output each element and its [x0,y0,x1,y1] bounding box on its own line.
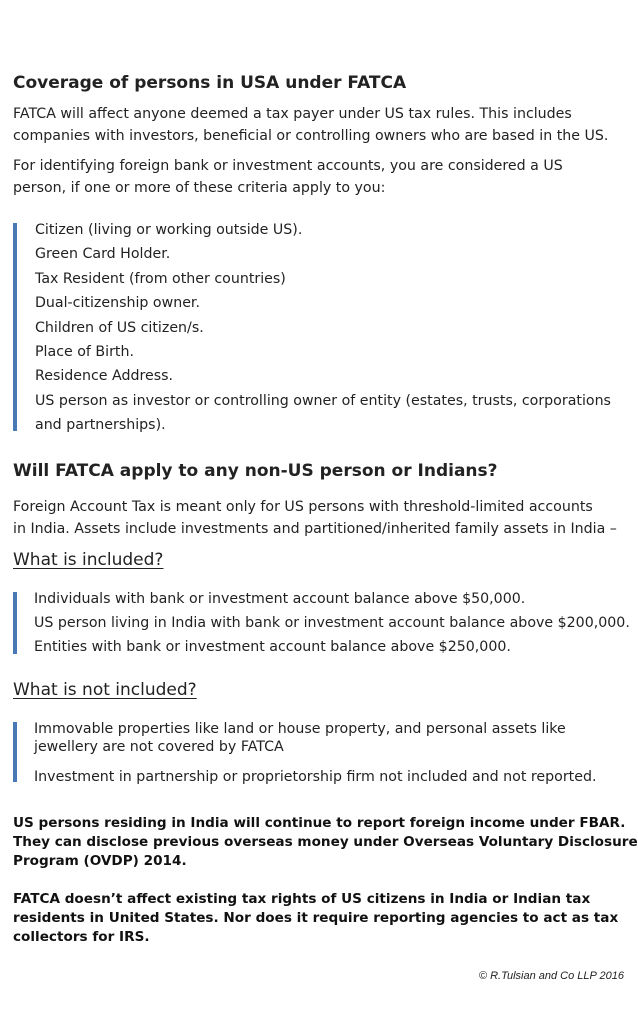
text-line: person, if one or more of these criteria apply to you: [13,180,386,196]
not-included-list [34,720,597,786]
heading-coverage: Coverage of persons in USA under FATCA [13,73,407,93]
heading-non-us-persons: Will FATCA apply to any non-US person or Indians? [13,461,498,481]
list-item: US person living in India with bank or investment account balance above $200,000. [34,615,630,631]
paragraph-us-person-criteria-intro [13,155,563,199]
text-line: companies with investors, beneficial or controlling owners who are based in the US. [13,128,609,144]
text-line: US persons residing in India will continue to report foreign income under FBAR. [13,815,626,831]
text-line: collectors for IRS. [13,929,150,945]
list-item: Green Card Holder. [35,246,171,263]
list-item [34,720,597,756]
list-item: and partnerships). [35,417,166,434]
heading-what-is-not-included: What is not included? [13,680,197,700]
text-line: jewellery are not covered by FATCA [34,739,284,755]
text-line: They can disclose previous overseas money under Overseas Voluntary Disclosure [13,834,638,850]
text-line: in India. Assets include investments and partitioned/inherited family assets in India – [13,521,617,537]
not-included-accent-bar [13,722,17,782]
text-line: For identifying foreign bank or investment accounts, you are considered a US [13,158,563,174]
criteria-accent-bar [13,223,17,431]
paragraph-fbar-reporting [13,814,638,871]
heading-what-is-included: What is included? [13,550,164,570]
text-line: FATCA doesn’t affect existing tax rights of US citizens in India or Indian tax [13,891,591,907]
list-item: US person as investor or controlling owner of entity (estates, trusts, corporations [35,392,611,409]
criteria-list [35,218,611,438]
paragraph-fatca-effect [13,103,608,147]
text-line: FATCA will affect anyone deemed a tax payer under US tax rules. This includes [13,106,572,122]
list-item: Residence Address. [35,368,174,385]
list-item: Place of Birth. [35,343,134,360]
list-item: Children of US citizen/s. [35,319,204,336]
list-item: Individuals with bank or investment account balance above $50,000. [34,591,526,607]
list-item: Tax Resident (from other countries) [35,270,286,287]
list-item: Dual-citizenship owner. [35,295,200,312]
included-list [34,587,630,659]
copyright-notice: © R.Tulsian and Co LLP 2016 [478,970,624,982]
list-item: Investment in partnership or proprietorship firm not included and not reported. [34,769,597,785]
list-item: Entities with bank or investment account balance above $250,000. [34,639,511,655]
text-line: residents in United States. Nor does it require reporting agencies to act as tax [13,910,619,926]
included-accent-bar [13,592,17,654]
list-item: Citizen (living or working outside US). [35,222,303,238]
paragraph-threshold-accounts [13,496,617,540]
text-line: Program (OVDP) 2014. [13,853,187,869]
text-line: Foreign Account Tax is meant only for US persons with threshold-limited accounts [13,499,593,515]
paragraph-tax-rights [13,890,618,947]
text-line: Immovable properties like land or house property, and personal assets like [34,721,566,737]
